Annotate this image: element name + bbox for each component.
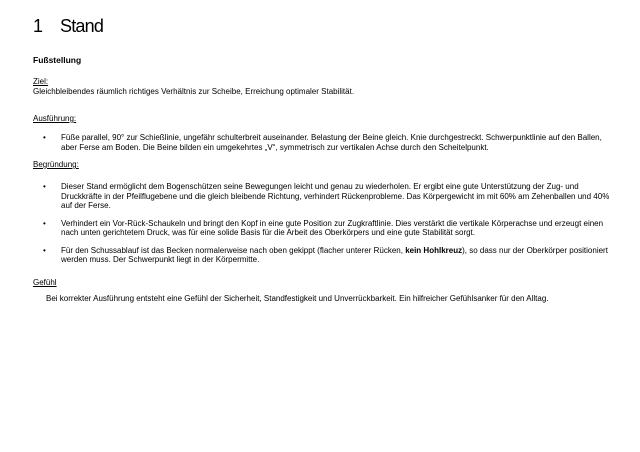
list-item-text-before: Für den Schussablauf ist das Becken normalerweise nach oben gekippt (flacher unterer Rücken,	[61, 245, 406, 255]
list-spacer	[33, 211, 617, 219]
gefuehl-text: Bei korrekter Ausführung entsteht eine Gefühl der Sicherheit, Standfestigkeit und Unverrückbarkeit. Ein hilfreicher Gefühlsanker für den Alltag.	[46, 294, 549, 303]
ziel-text: Gleichbleibendes räumlich richtiges Verhältnis zur Scheibe, Erreichung optimaler Stabilität.	[33, 87, 355, 96]
bullet-icon: •	[43, 218, 46, 228]
chapter-title: Stand	[60, 16, 104, 36]
section-title: Fußstellung	[33, 55, 82, 65]
ziel-label: Ziel:	[33, 77, 49, 86]
ausfuehrung-label: Ausführung:	[33, 114, 77, 123]
ausfuehrung-list	[33, 133, 617, 152]
list-item-text: Füße parallel, 90° zur Schießlinie, ungefähr schulterbreit auseinander. Belastung der Beine gleich. Knie durchgestreckt. Schwerpunktlinie auf den Ballen, aber Ferse am Boden. Die Beine bilden ein umgekehrtes „V“, symmetrisch zur vertikalen Achse durch den Scheitelpunkt.	[61, 133, 602, 152]
list-item-text: Dieser Stand ermöglicht dem Bogenschützen seine Bewegungen leicht und genau zu wiederholen. Er ergibt eine gute Unterstützung der Zug- und Druckkräfte in der Pfeilflugebene und die gleich bleibende Richtung, verhindert Rückenprobleme. Das Körpergewicht im mit 60% am Zehenballen und 40% auf der Ferse.	[61, 182, 610, 210]
list-item	[33, 182, 617, 211]
list-item	[33, 246, 617, 265]
chapter-heading	[33, 16, 103, 37]
list-item	[33, 133, 617, 152]
chapter-number: 1	[33, 16, 43, 36]
list-item	[33, 219, 617, 238]
list-item-text: Verhindert ein Vor-Rück-Schaukeln und bringt den Kopf in eine gute Position zur Zugkraftlinie. Dies verstärkt die vertikale Körperachse und erzeugt einen nach unten gerichtetem Druck, was für eine solide Basis für die Arbeit des Oberkörpers und eine gute Stabilität sorgt.	[61, 218, 604, 237]
bullet-icon: •	[43, 182, 46, 191]
list-item-bold-text: kein Hohlkreuz	[405, 245, 463, 255]
gefuehl-label: Gefühl	[33, 278, 57, 287]
begruendung-label: Begründung:	[33, 160, 79, 169]
list-spacer	[33, 238, 617, 246]
bullet-icon: •	[43, 245, 46, 255]
bullet-icon: •	[43, 133, 46, 142]
begruendung-list	[33, 182, 617, 265]
list-item-text-after: ), so dass nur der Oberkörper positioniert werden muss. Der Schwerpunkt liegt in der Körpermitte.	[61, 245, 608, 264]
